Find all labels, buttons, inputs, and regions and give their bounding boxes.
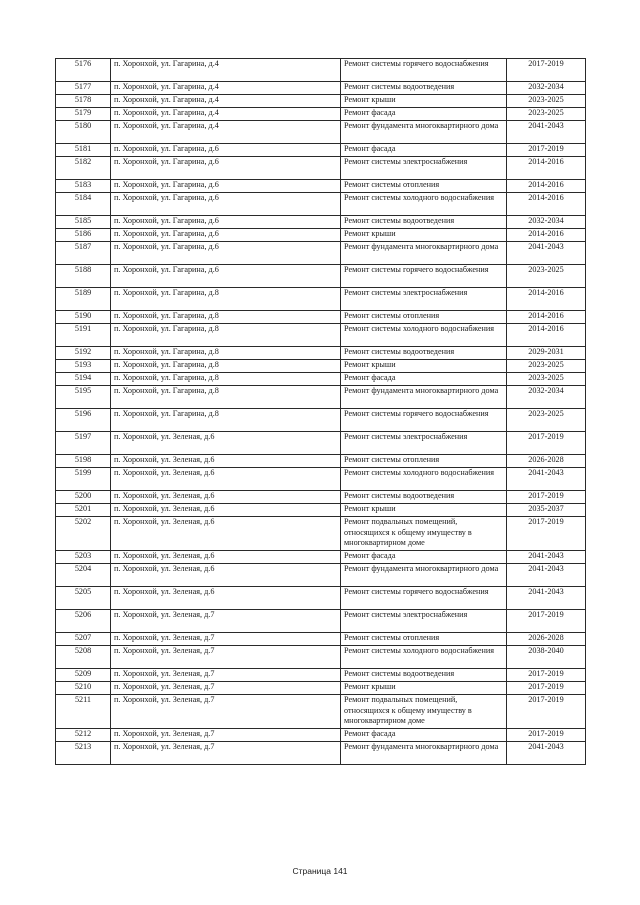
address-cell: п. Хоронхой, ул. Гагарина, д.4 — [111, 108, 341, 121]
period-cell: 2014-2016 — [507, 193, 586, 216]
address-cell: п. Хоронхой, ул. Гагарина, д.8 — [111, 360, 341, 373]
period-cell: 2017-2019 — [507, 729, 586, 742]
period-cell: 2023-2025 — [507, 265, 586, 288]
work-type-cell: Ремонт фасада — [341, 144, 507, 157]
table-row — [56, 59, 586, 82]
row-number-cell: 5210 — [56, 682, 111, 695]
row-number-cell: 5178 — [56, 95, 111, 108]
address-cell: п. Хоронхой, ул. Гагарина, д.6 — [111, 157, 341, 180]
period-cell: 2041-2043 — [507, 468, 586, 491]
table-row — [56, 633, 586, 646]
table-row — [56, 409, 586, 432]
row-number-cell: 5195 — [56, 386, 111, 409]
table-row — [56, 682, 586, 695]
work-type-cell: Ремонт фундамента многоквартирного дома — [341, 242, 507, 265]
table-row — [56, 517, 586, 551]
address-cell: п. Хоронхой, ул. Зеленая, д.7 — [111, 646, 341, 669]
row-number-cell: 5184 — [56, 193, 111, 216]
table-row — [56, 82, 586, 95]
work-type-cell: Ремонт фасада — [341, 108, 507, 121]
work-type-cell: Ремонт системы водоотведения — [341, 347, 507, 360]
table-body — [56, 59, 586, 765]
work-type-cell: Ремонт крыши — [341, 360, 507, 373]
row-number-cell: 5205 — [56, 587, 111, 610]
table-row — [56, 311, 586, 324]
work-type-cell: Ремонт системы электроснабжения — [341, 610, 507, 633]
row-number-cell: 5180 — [56, 121, 111, 144]
table-row — [56, 551, 586, 564]
work-type-cell: Ремонт системы водоотведения — [341, 669, 507, 682]
row-number-cell: 5212 — [56, 729, 111, 742]
table-row — [56, 504, 586, 517]
period-cell: 2032-2034 — [507, 82, 586, 95]
table-row — [56, 587, 586, 610]
period-cell: 2032-2034 — [507, 386, 586, 409]
period-cell: 2026-2028 — [507, 455, 586, 468]
page-number: Страница 141 — [292, 866, 348, 876]
work-type-cell: Ремонт системы водоотведения — [341, 216, 507, 229]
period-cell: 2023-2025 — [507, 108, 586, 121]
row-number-cell: 5196 — [56, 409, 111, 432]
table-row — [56, 646, 586, 669]
table-row — [56, 468, 586, 491]
row-number-cell: 5190 — [56, 311, 111, 324]
row-number-cell: 5198 — [56, 455, 111, 468]
period-cell: 2023-2025 — [507, 373, 586, 386]
table-row — [56, 324, 586, 347]
row-number-cell: 5204 — [56, 564, 111, 587]
work-type-cell: Ремонт фундамента многоквартирного дома — [341, 742, 507, 765]
table-row — [56, 729, 586, 742]
address-cell: п. Хоронхой, ул. Гагарина, д.8 — [111, 386, 341, 409]
table-row — [56, 347, 586, 360]
row-number-cell: 5201 — [56, 504, 111, 517]
table-row — [56, 491, 586, 504]
address-cell: п. Хоронхой, ул. Зеленая, д.6 — [111, 564, 341, 587]
table-row — [56, 121, 586, 144]
work-type-cell: Ремонт системы горячего водоснабжения — [341, 587, 507, 610]
work-type-cell: Ремонт системы горячего водоснабжения — [341, 409, 507, 432]
address-cell: п. Хоронхой, ул. Зеленая, д.7 — [111, 610, 341, 633]
work-type-cell: Ремонт системы электроснабжения — [341, 157, 507, 180]
period-cell: 2035-2037 — [507, 504, 586, 517]
table-row — [56, 610, 586, 633]
row-number-cell: 5189 — [56, 288, 111, 311]
period-cell: 2017-2019 — [507, 517, 586, 551]
table-row — [56, 265, 586, 288]
repair-schedule-table — [55, 58, 586, 765]
table-row — [56, 564, 586, 587]
work-type-cell: Ремонт системы холодного водоснабжения — [341, 468, 507, 491]
table-row — [56, 669, 586, 682]
work-type-cell: Ремонт подвальных помещений, относящихся к общему имуществу в многоквартирном доме — [341, 517, 507, 551]
address-cell: п. Хоронхой, ул. Гагарина, д.6 — [111, 180, 341, 193]
row-number-cell: 5185 — [56, 216, 111, 229]
address-cell: п. Хоронхой, ул. Гагарина, д.8 — [111, 347, 341, 360]
period-cell: 2017-2019 — [507, 59, 586, 82]
address-cell: п. Хоронхой, ул. Зеленая, д.6 — [111, 504, 341, 517]
row-number-cell: 5179 — [56, 108, 111, 121]
table-row — [56, 95, 586, 108]
period-cell: 2029-2031 — [507, 347, 586, 360]
work-type-cell: Ремонт фасада — [341, 729, 507, 742]
row-number-cell: 5206 — [56, 610, 111, 633]
address-cell: п. Хоронхой, ул. Гагарина, д.4 — [111, 82, 341, 95]
row-number-cell: 5177 — [56, 82, 111, 95]
address-cell: п. Хоронхой, ул. Гагарина, д.4 — [111, 59, 341, 82]
period-cell: 2041-2043 — [507, 551, 586, 564]
table-row — [56, 193, 586, 216]
work-type-cell: Ремонт системы холодного водоснабжения — [341, 193, 507, 216]
work-type-cell: Ремонт системы электроснабжения — [341, 288, 507, 311]
row-number-cell: 5199 — [56, 468, 111, 491]
period-cell: 2041-2043 — [507, 121, 586, 144]
table-row — [56, 360, 586, 373]
address-cell: п. Хоронхой, ул. Гагарина, д.6 — [111, 229, 341, 242]
work-type-cell: Ремонт системы горячего водоснабжения — [341, 265, 507, 288]
row-number-cell: 5213 — [56, 742, 111, 765]
period-cell: 2017-2019 — [507, 432, 586, 455]
period-cell: 2017-2019 — [507, 491, 586, 504]
address-cell: п. Хоронхой, ул. Зеленая, д.7 — [111, 695, 341, 729]
table-row — [56, 288, 586, 311]
work-type-cell: Ремонт системы водоотведения — [341, 491, 507, 504]
period-cell: 2017-2019 — [507, 669, 586, 682]
address-cell: п. Хоронхой, ул. Зеленая, д.6 — [111, 455, 341, 468]
work-type-cell: Ремонт крыши — [341, 504, 507, 517]
work-type-cell: Ремонт системы холодного водоснабжения — [341, 646, 507, 669]
address-cell: п. Хоронхой, ул. Зеленая, д.6 — [111, 491, 341, 504]
address-cell: п. Хоронхой, ул. Гагарина, д.6 — [111, 144, 341, 157]
work-type-cell: Ремонт фундамента многоквартирного дома — [341, 564, 507, 587]
row-number-cell: 5187 — [56, 242, 111, 265]
period-cell: 2041-2043 — [507, 242, 586, 265]
address-cell: п. Хоронхой, ул. Зеленая, д.7 — [111, 682, 341, 695]
work-type-cell: Ремонт крыши — [341, 95, 507, 108]
period-cell: 2041-2043 — [507, 742, 586, 765]
work-type-cell: Ремонт системы отопления — [341, 455, 507, 468]
period-cell: 2017-2019 — [507, 610, 586, 633]
work-type-cell: Ремонт системы отопления — [341, 311, 507, 324]
work-type-cell: Ремонт подвальных помещений, относящихся к общему имуществу в многоквартирном доме — [341, 695, 507, 729]
work-type-cell: Ремонт системы электроснабжения — [341, 432, 507, 455]
period-cell: 2023-2025 — [507, 360, 586, 373]
row-number-cell: 5193 — [56, 360, 111, 373]
row-number-cell: 5203 — [56, 551, 111, 564]
work-type-cell: Ремонт системы горячего водоснабжения — [341, 59, 507, 82]
period-cell: 2041-2043 — [507, 564, 586, 587]
row-number-cell: 5197 — [56, 432, 111, 455]
address-cell: п. Хоронхой, ул. Гагарина, д.8 — [111, 373, 341, 386]
period-cell: 2032-2034 — [507, 216, 586, 229]
table-row — [56, 432, 586, 455]
address-cell: п. Хоронхой, ул. Гагарина, д.6 — [111, 242, 341, 265]
table-row — [56, 216, 586, 229]
table-row — [56, 180, 586, 193]
table-row — [56, 695, 586, 729]
period-cell: 2014-2016 — [507, 311, 586, 324]
address-cell: п. Хоронхой, ул. Зеленая, д.6 — [111, 551, 341, 564]
row-number-cell: 5182 — [56, 157, 111, 180]
table-row — [56, 242, 586, 265]
address-cell: п. Хоронхой, ул. Зеленая, д.7 — [111, 729, 341, 742]
table-row — [56, 229, 586, 242]
address-cell: п. Хоронхой, ул. Гагарина, д.8 — [111, 324, 341, 347]
row-number-cell: 5209 — [56, 669, 111, 682]
work-type-cell: Ремонт фундамента многоквартирного дома — [341, 121, 507, 144]
work-type-cell: Ремонт фасада — [341, 373, 507, 386]
table-row — [56, 373, 586, 386]
row-number-cell: 5186 — [56, 229, 111, 242]
period-cell: 2038-2040 — [507, 646, 586, 669]
address-cell: п. Хоронхой, ул. Зеленая, д.7 — [111, 742, 341, 765]
row-number-cell: 5208 — [56, 646, 111, 669]
address-cell: п. Хоронхой, ул. Гагарина, д.8 — [111, 288, 341, 311]
period-cell: 2023-2025 — [507, 95, 586, 108]
period-cell: 2014-2016 — [507, 324, 586, 347]
work-type-cell: Ремонт системы отопления — [341, 633, 507, 646]
period-cell: 2026-2028 — [507, 633, 586, 646]
row-number-cell: 5191 — [56, 324, 111, 347]
address-cell: п. Хоронхой, ул. Гагарина, д.4 — [111, 121, 341, 144]
work-type-cell: Ремонт системы водоотведения — [341, 82, 507, 95]
table-row — [56, 742, 586, 765]
address-cell: п. Хоронхой, ул. Зеленая, д.7 — [111, 669, 341, 682]
work-type-cell: Ремонт крыши — [341, 229, 507, 242]
work-type-cell: Ремонт фундамента многоквартирного дома — [341, 386, 507, 409]
work-type-cell: Ремонт системы холодного водоснабжения — [341, 324, 507, 347]
address-cell: п. Хоронхой, ул. Гагарина, д.4 — [111, 95, 341, 108]
period-cell: 2014-2016 — [507, 229, 586, 242]
period-cell: 2023-2025 — [507, 409, 586, 432]
address-cell: п. Хоронхой, ул. Зеленая, д.6 — [111, 587, 341, 610]
table-row — [56, 157, 586, 180]
period-cell: 2014-2016 — [507, 180, 586, 193]
address-cell: п. Хоронхой, ул. Гагарина, д.6 — [111, 265, 341, 288]
address-cell: п. Хоронхой, ул. Гагарина, д.6 — [111, 216, 341, 229]
address-cell: п. Хоронхой, ул. Гагарина, д.8 — [111, 311, 341, 324]
row-number-cell: 5183 — [56, 180, 111, 193]
table-row — [56, 386, 586, 409]
address-cell: п. Хоронхой, ул. Гагарина, д.8 — [111, 409, 341, 432]
period-cell: 2017-2019 — [507, 144, 586, 157]
address-cell: п. Хоронхой, ул. Зеленая, д.7 — [111, 633, 341, 646]
row-number-cell: 5181 — [56, 144, 111, 157]
row-number-cell: 5211 — [56, 695, 111, 729]
row-number-cell: 5202 — [56, 517, 111, 551]
table-row — [56, 108, 586, 121]
row-number-cell: 5192 — [56, 347, 111, 360]
period-cell: 2014-2016 — [507, 157, 586, 180]
period-cell: 2017-2019 — [507, 695, 586, 729]
row-number-cell: 5194 — [56, 373, 111, 386]
address-cell: п. Хоронхой, ул. Зеленая, д.6 — [111, 468, 341, 491]
table-row — [56, 455, 586, 468]
work-type-cell: Ремонт фасада — [341, 551, 507, 564]
row-number-cell: 5207 — [56, 633, 111, 646]
address-cell: п. Хоронхой, ул. Зеленая, д.6 — [111, 432, 341, 455]
address-cell: п. Хоронхой, ул. Зеленая, д.6 — [111, 517, 341, 551]
period-cell: 2014-2016 — [507, 288, 586, 311]
table-row — [56, 144, 586, 157]
row-number-cell: 5176 — [56, 59, 111, 82]
address-cell: п. Хоронхой, ул. Гагарина, д.6 — [111, 193, 341, 216]
work-type-cell: Ремонт крыши — [341, 682, 507, 695]
row-number-cell: 5200 — [56, 491, 111, 504]
row-number-cell: 5188 — [56, 265, 111, 288]
period-cell: 2017-2019 — [507, 682, 586, 695]
work-type-cell: Ремонт системы отопления — [341, 180, 507, 193]
period-cell: 2041-2043 — [507, 587, 586, 610]
